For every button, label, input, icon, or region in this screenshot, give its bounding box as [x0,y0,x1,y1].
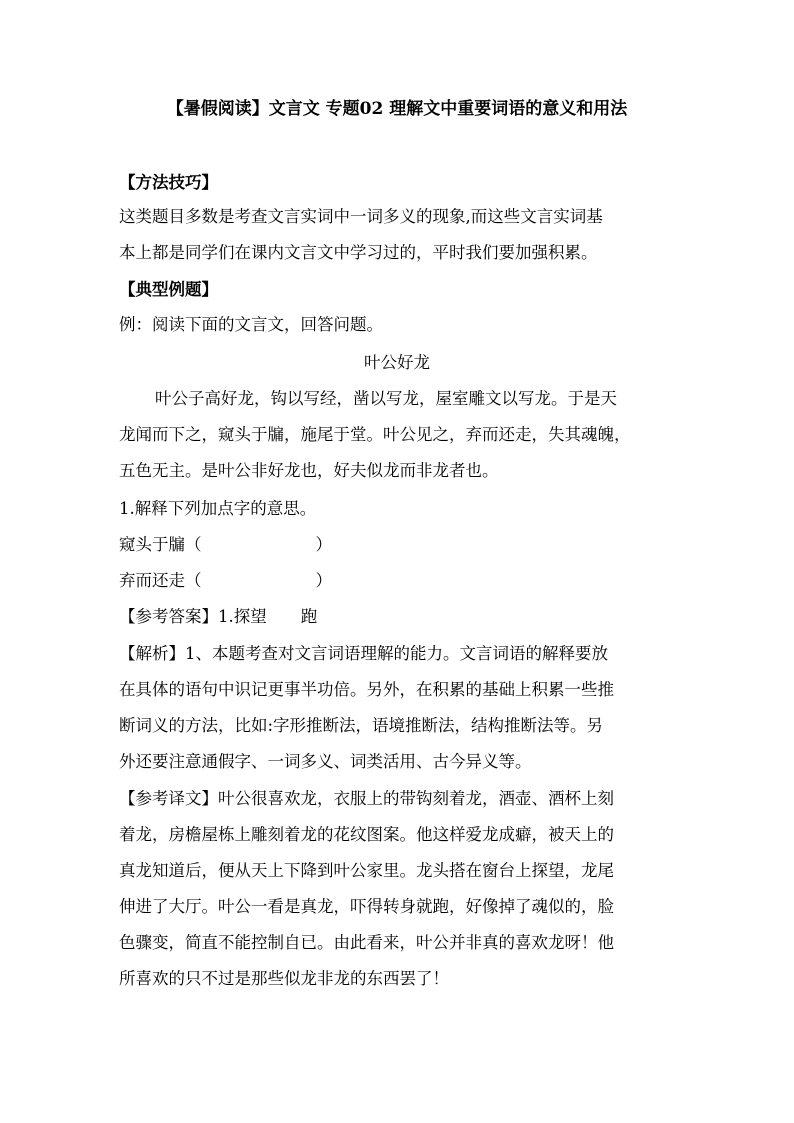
method-heading: 【方法技巧】 [119,173,218,192]
translation-line-4: 伸进了大厅。叶公一看是真龙，吓得转身就跑，好像掉了魂似的，脸 [119,897,614,916]
question-item-2-close: ） [315,571,332,590]
page-title: 【暑假阅读】文言文 专题02 理解文中重要词语的意义和用法 [166,99,628,119]
question-text: 1.解释下列加点字的意思。 [119,499,317,518]
passage-line-3: 五色无主。是叶公非好龙也，好夫似龙而非龙者也。 [119,461,499,480]
translation-line-1: 【参考译文】叶公很喜欢龙，衣服上的带钩刻着龙，酒壶、酒杯上刻 [119,789,614,808]
example-intro: 例：阅读下面的文言文，回答问题。 [119,315,383,334]
question-item-2-text: 弃而还走（ [119,571,202,590]
question-item-2 [119,568,332,594]
question-item-1 [119,532,332,558]
reference-answer-label: 【参考答案】1.探望 [119,607,267,626]
translation-line-6: 所喜欢的只不过是那些似龙非龙的东西罢了！ [119,969,449,988]
reference-answer [119,604,317,630]
passage-line-1: 叶公子高好龙，钩以写经，凿以写龙，屋室雕文以写龙。于是天 [155,389,617,408]
method-line-2: 本上都是同学们在课内文言文中学习过的，平时我们要加强积累。 [119,243,598,262]
analysis-line-1: 【解析】1、本题考查对文言词语理解的能力。文言词语的解释要放 [119,644,608,663]
analysis-line-3: 断词义的方法，比如:字形推断法，语境推断法，结构推断法等。另 [119,716,604,735]
question-item-1-close: ） [315,535,332,554]
passage-title: 叶公好龙 [364,353,430,372]
question-item-1-text: 窥头于牖（ [119,535,202,554]
translation-line-2: 着龙，房檐屋栋上雕刻着龙的花纹图案。他这样爱龙成癖，被天上的 [119,825,614,844]
passage-line-2: 龙闻而下之，窥头于牖，施尾于堂。叶公见之，弃而还走，失其魂魄， [119,425,631,444]
translation-line-3: 真龙知道后，便从天上下降到叶公家里。龙头搭在窗台上探望，龙尾 [119,861,614,880]
reference-answer-second: 跑 [300,607,318,626]
example-heading: 【典型例题】 [119,280,218,299]
analysis-line-4: 外还要注意通假字、一词多义、词类活用、古今异义等。 [119,752,532,771]
translation-line-5: 色骤变，简直不能控制自已。由此看来，叶公并非真的喜欢龙呀！他 [119,933,614,952]
analysis-line-2: 在具体的语句中识记更事半功倍。另外，在积累的基础上积累一些推 [119,680,614,699]
method-line-1: 这类题目多数是考查文言实词中一词多义的现象,而这些文言实词基 [119,207,603,226]
